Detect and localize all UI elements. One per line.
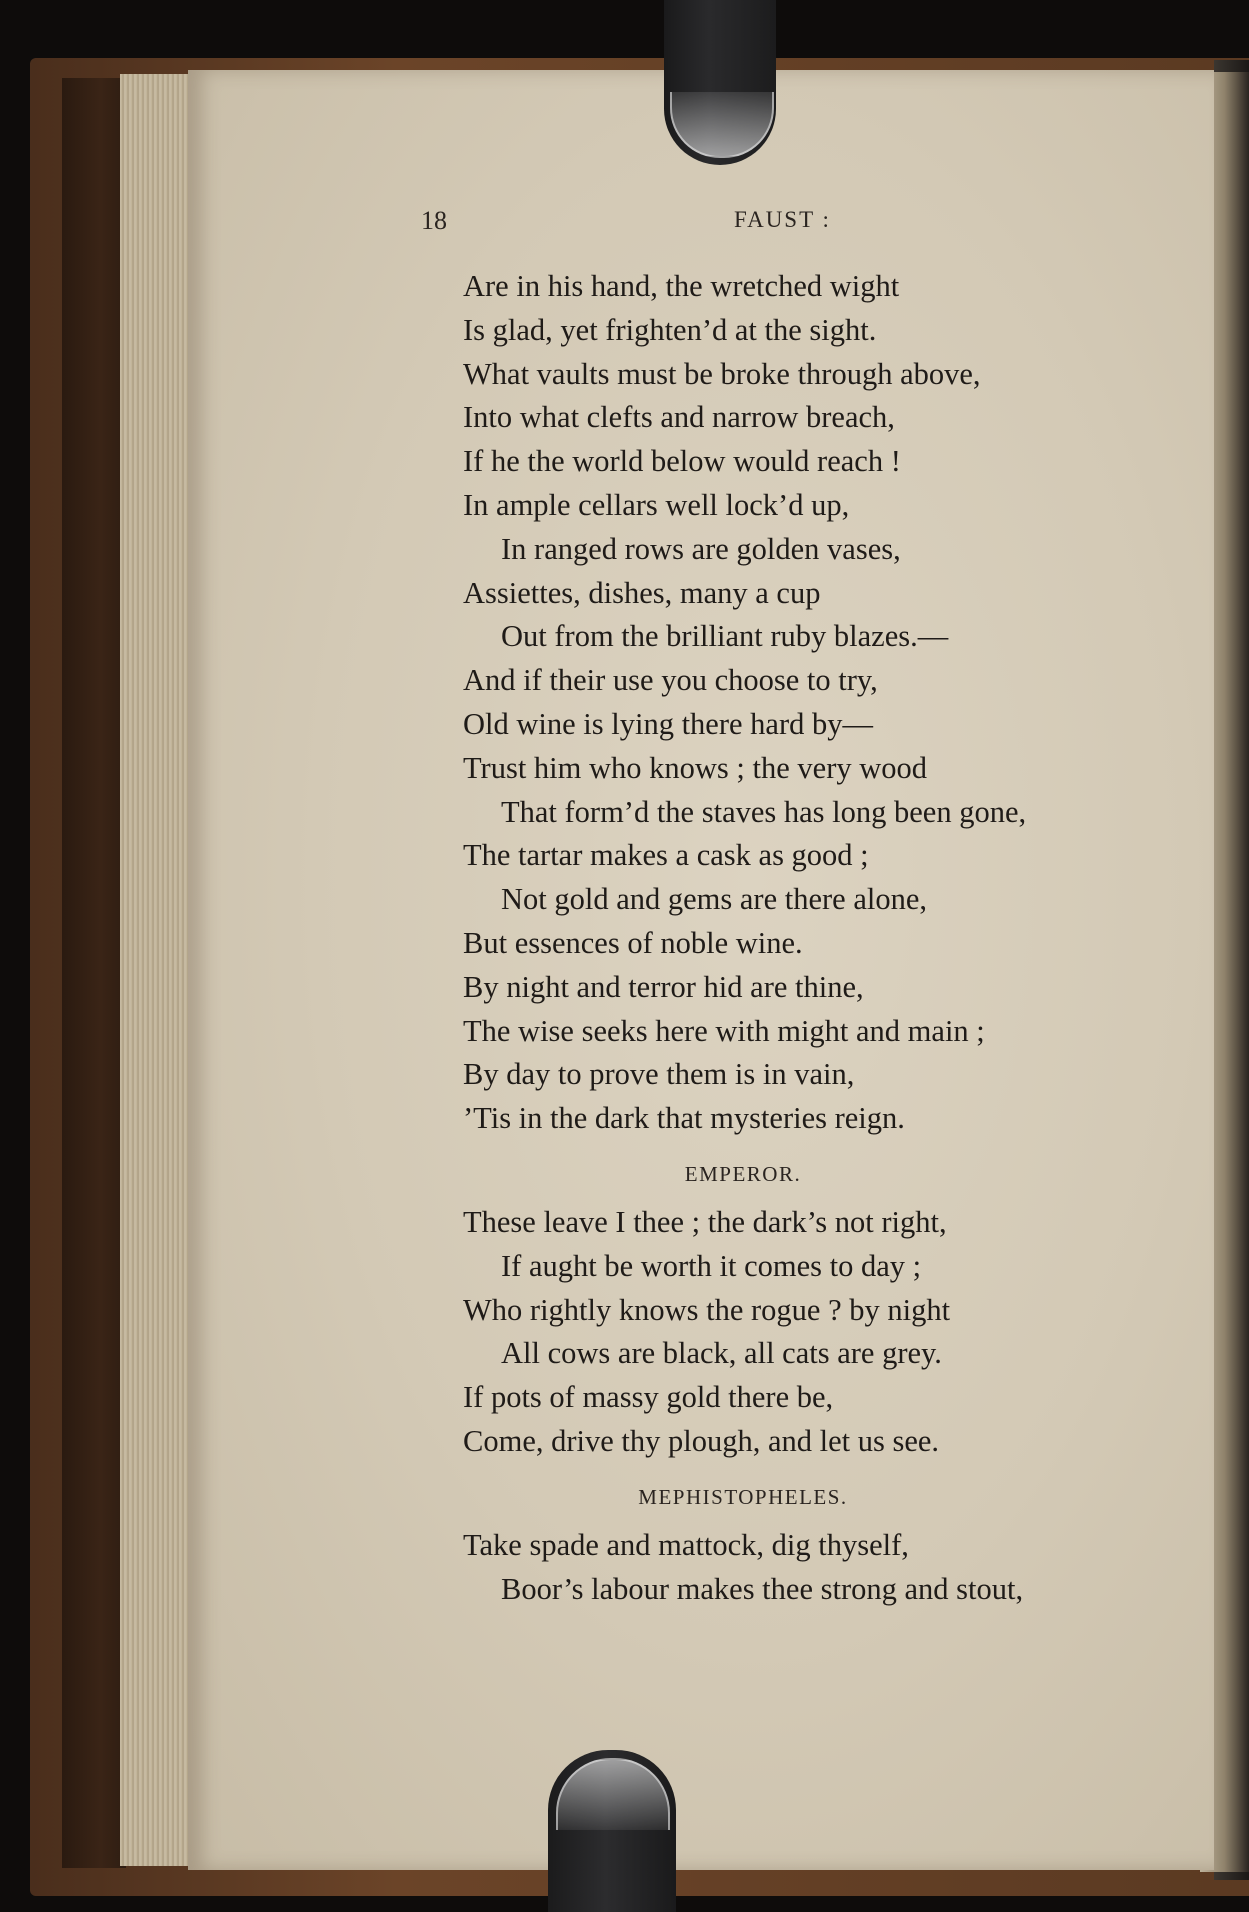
verse-line: ’Tis in the dark that mysteries reign. <box>463 1101 905 1136</box>
verse-line: And if their use you choose to try, <box>463 663 878 698</box>
verse-line: The wise seeks here with might and main ; <box>463 1013 985 1048</box>
verse-line: Is glad, yet frighten’d at the sight. <box>463 312 877 347</box>
page-number: 18 <box>421 206 447 235</box>
verse-line: If aught be worth it comes to day ; <box>501 1248 922 1283</box>
verse-block-a <box>463 265 1163 1141</box>
verse-line: Take spade and mattock, dig thyself, <box>463 1527 909 1562</box>
verse-line: If he the world below would reach ! <box>463 444 901 479</box>
verse-line: Assiettes, dishes, many a cup <box>463 575 821 610</box>
verse-line: In ample cellars well lock’d up, <box>463 487 850 522</box>
verse-line: Are in his hand, the wretched wight <box>463 269 900 303</box>
verse-line: That form’d the staves has long been gone, <box>501 794 1027 829</box>
speaker-emperor: EMPEROR. <box>684 1161 802 1186</box>
verse-block-c <box>463 1524 1163 1612</box>
verse-line: All cows are black, all cats are grey. <box>501 1336 942 1371</box>
verse-line: Not gold and gems are there alone, <box>501 882 928 917</box>
verse-block-b <box>463 1201 1163 1464</box>
verse-line: Who rightly knows the rogue ? by night <box>463 1292 951 1327</box>
verse-line: By night and terror hid are thine, <box>463 969 864 1004</box>
running-head: FAUST : <box>734 207 831 232</box>
verse-line: By day to prove them is in vain, <box>463 1057 855 1092</box>
cover-inner-edge <box>62 78 126 1868</box>
verse-line: If pots of massy gold there be, <box>463 1380 834 1415</box>
verse-line: In ranged rows are golden vases, <box>501 531 901 566</box>
verse-text <box>463 265 1163 1611</box>
page-clip-bottom <box>548 1750 676 1912</box>
verse-line: Boor’s labour makes thee strong and stout, <box>501 1571 1024 1606</box>
verse-line: These leave I thee ; the dark’s not right, <box>463 1204 947 1239</box>
verse-line: The tartar makes a cask as good ; <box>463 838 869 873</box>
verse-line: Old wine is lying there hard by— <box>463 706 873 741</box>
speaker-mephistopheles: MEPHISTOPHELES. <box>638 1484 848 1509</box>
page-edges <box>120 74 192 1866</box>
verse-line: Trust him who knows ; the very wood <box>463 750 928 785</box>
page-clip-top <box>664 0 776 165</box>
verse-line: Come, drive thy plough, and let us see. <box>463 1423 940 1458</box>
verse-line: What vaults must be broke through above, <box>463 356 981 391</box>
verse-line: Into what clefts and narrow breach, <box>463 400 895 435</box>
verse-line: But essences of noble wine. <box>463 925 803 960</box>
verse-line: Out from the brilliant ruby blazes.— <box>501 619 949 654</box>
